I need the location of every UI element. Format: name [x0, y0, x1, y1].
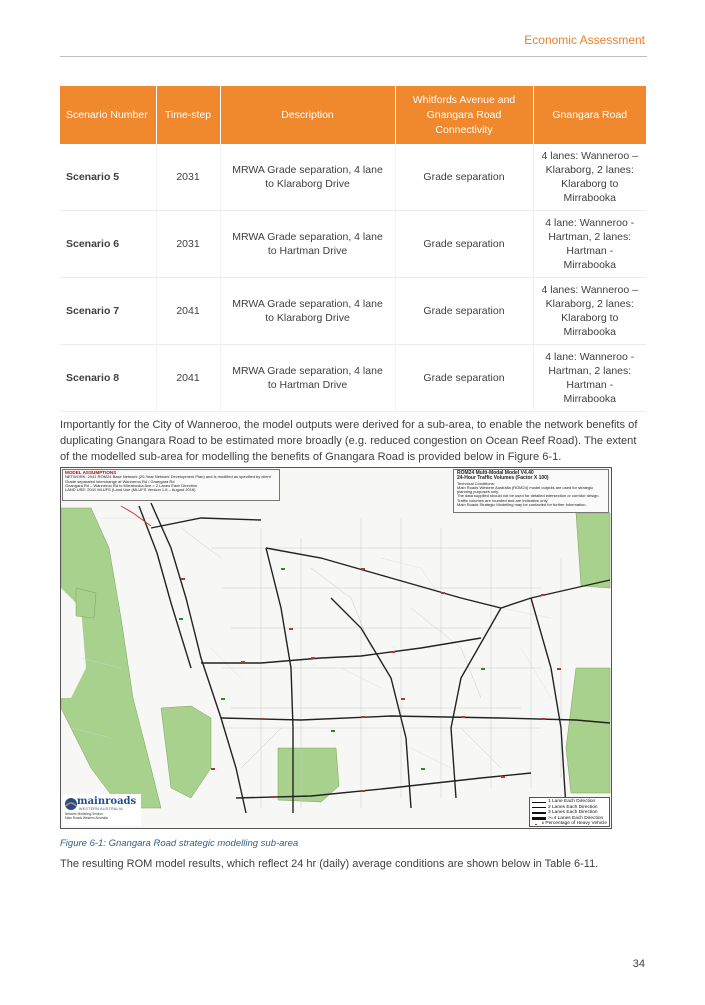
rom-info-box: [453, 469, 609, 513]
lead-text: The resulting ROM model results, which reflect 24 hr (daily) average conditions are shown below in Table 6-11.: [60, 858, 599, 870]
cell-scenario: Scenario 8: [60, 345, 156, 412]
mainroads-logo: [63, 794, 141, 826]
cell-gnangara-road: 4 lanes: Wanneroo – Klaraborg, 2 lanes: Klaraborg to Mirrabooka: [533, 144, 646, 211]
legend-label: 1 Lane Each Direction: [548, 799, 596, 804]
rom-line: Main Roads Western Australia (ROM24) model outputs are used for strategic planning purposes only.: [457, 485, 594, 495]
cell-scenario: Scenario 5: [60, 144, 156, 211]
legend-line-3: [532, 812, 546, 814]
legend-line-4: [532, 817, 546, 819]
page-number: 34: [632, 958, 645, 970]
sub-area-map: [60, 467, 612, 829]
rom-line: The data supplied should not be used for detailed intersection or corridor design.: [457, 493, 600, 499]
legend-label: x Percentage of Heavy Vehicle: [541, 821, 607, 827]
col-gnangara-road: Gnangara Road: [533, 86, 646, 144]
table-header-row: [60, 86, 646, 144]
rom-subtitle: 24-Hour Traffic Volumes (Factor X 100): [457, 475, 549, 482]
table-row: [60, 278, 646, 345]
cell-connectivity: Grade separation: [395, 144, 533, 211]
legend-heavy-vehicle-marker: [535, 824, 537, 825]
mainroads-emblem-icon: [64, 797, 78, 811]
body-paragraph: Importantly for the City of Wanneroo, the model outputs were derived for a sub-area, to enable the network benefits of duplicating Gnangara Road to be estimated more broadly (e.g. reduced congestion on Ocean Reef Road). The extent of the modelled sub-area for modelling the benefits of Gnangara Road is provided below in Figure 6-1.: [60, 419, 638, 463]
assumptions-line: Gnangara Rd – Wanneroo Rd to Mirrabooka Ave = 2 Lanes Each Direction: [65, 482, 198, 488]
cell-time-step: 2041: [156, 278, 220, 345]
rom-title: ROM24 Multi-Modal Model V4.40: [457, 470, 534, 476]
logo-fine-line: Main Roads Western Australia: [65, 815, 108, 820]
logo-brand: mainroads: [77, 796, 137, 807]
col-connectivity: Whitfords Avenue and Gnangara Road Connectivity: [395, 86, 533, 144]
rom-line: Main Roads Strategic Modelling may be contacted for further information.: [457, 501, 587, 507]
legend-label: >=4 Lanes Each Direction: [548, 815, 604, 821]
cell-description: MRWA Grade separation, 4 lane to Klaraborg Drive: [220, 144, 395, 211]
assumptions-line: NETWORK: 2041 ROM24 Base Network (20-Year Network Development Plan) and is modified as specified by client: [65, 474, 271, 480]
legend-line-1: [532, 802, 546, 803]
map-legend: [529, 797, 610, 827]
cell-time-step: 2041: [156, 345, 220, 412]
cell-connectivity: Grade separation: [395, 278, 533, 345]
cell-gnangara-road: 4 lanes: Wanneroo – Klaraborg, 2 lanes: Klaraborg to Mirrabooka: [533, 278, 646, 345]
table-row: [60, 144, 646, 211]
map-graphic: [61, 468, 611, 828]
legend-line-2: [532, 807, 546, 808]
assumptions-title: MODEL ASSUMPTIONS: [65, 470, 117, 475]
col-description: Description: [220, 86, 395, 144]
cell-description: MRWA Grade separation, 4 lane to Hartman Drive: [220, 211, 395, 278]
cell-scenario: Scenario 6: [60, 211, 156, 278]
logo-fine: [65, 813, 108, 820]
assumptions-line: Grade separated interchange at Wanneroo Rd / Gnangara Rd: [65, 478, 175, 484]
table-row: [60, 211, 646, 278]
cell-gnangara-road: 4 lane: Wanneroo - Hartman, 2 lanes: Hartman - Mirrabooka: [533, 345, 646, 412]
cell-description: MRWA Grade separation, 4 lane to Klaraborg Drive: [220, 278, 395, 345]
cell-gnangara-road: 4 lane: Wanneroo - Hartman, 2 lanes: Hartman - Mirrabooka: [533, 211, 646, 278]
legend-row: [532, 821, 607, 827]
cell-connectivity: Grade separation: [395, 211, 533, 278]
logo-fine-line: Network Modelling Section: [65, 812, 103, 816]
rom-line: Technical Conditions:: [457, 480, 495, 486]
cell-time-step: 2031: [156, 211, 220, 278]
legend-label: 3 Lanes Each Direction: [548, 810, 598, 816]
cell-time-step: 2031: [156, 144, 220, 211]
model-assumptions-box: [62, 469, 280, 501]
header-rule: [60, 56, 647, 57]
rom-line: Traffic volumes are rounded and are indicative only.: [457, 497, 549, 503]
col-time-step: Time-step: [156, 86, 220, 144]
scenario-table: [60, 86, 646, 412]
assumptions-line: LAND USE: 2041 MLUFS (Land Use (MLUFS Version 1.8 – August 2016): [65, 487, 196, 493]
col-scenario-number: Scenario Number: [60, 86, 156, 144]
logo-sub: WESTERN AUSTRALIA: [79, 807, 123, 811]
header-title: Economic Assessment: [524, 33, 645, 47]
cell-description: MRWA Grade separation, 4 lane to Hartman Drive: [220, 345, 395, 412]
cell-connectivity: Grade separation: [395, 345, 533, 412]
legend-label: 2 Lanes Each Direction: [548, 804, 598, 810]
figure-caption: Figure 6-1: Gnangara Road strategic modelling sub-area: [60, 838, 299, 849]
table-row: [60, 345, 646, 412]
cell-scenario: Scenario 7: [60, 278, 156, 345]
